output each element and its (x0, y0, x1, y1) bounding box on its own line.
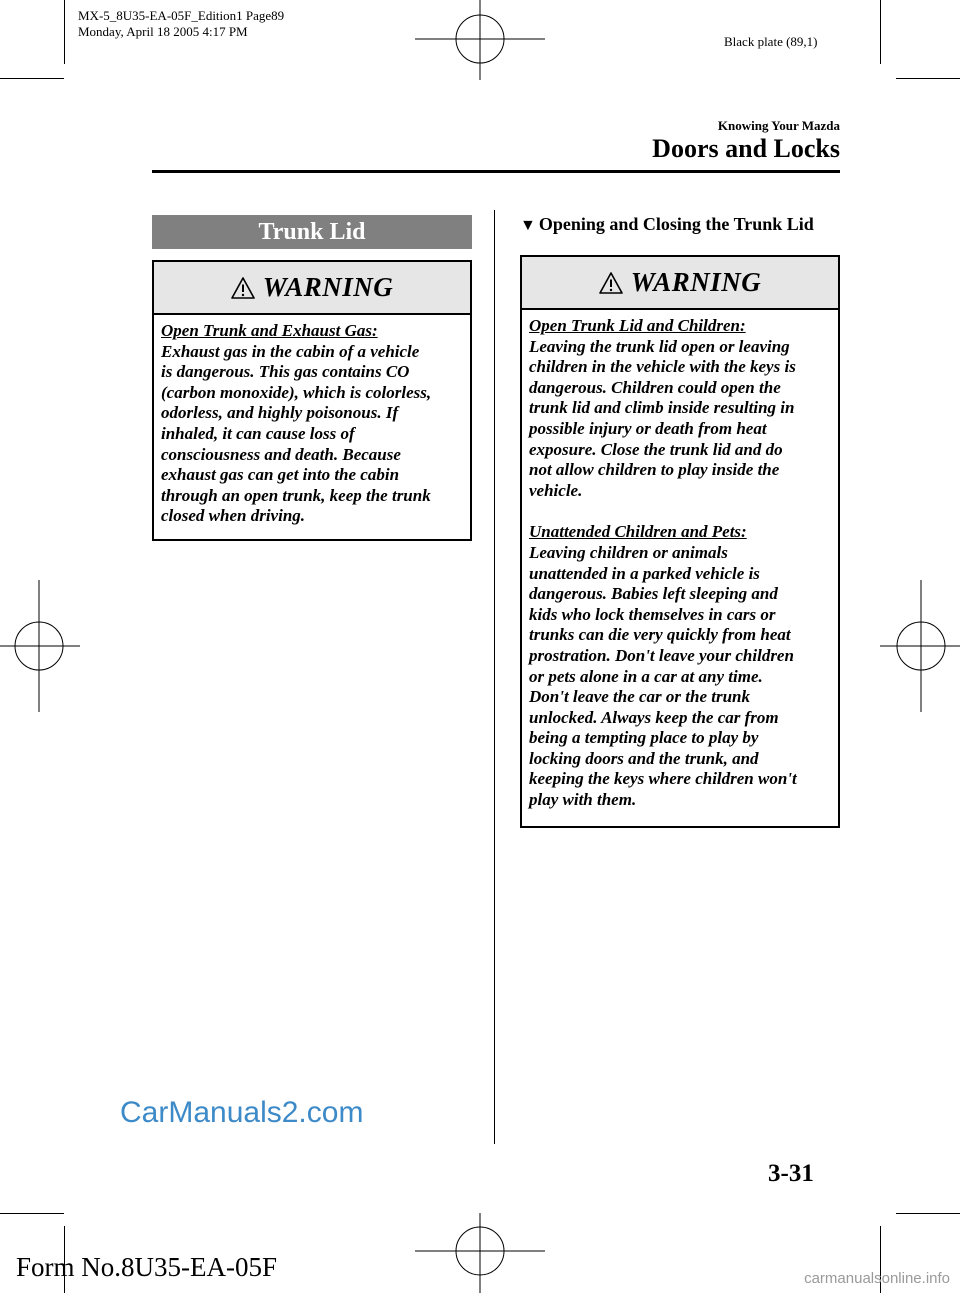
warning-line: Exhaust gas in the cabin of a vehicle (161, 341, 420, 361)
crop-mark (0, 1213, 64, 1214)
warning-line: inhaled, it can cause loss of (161, 423, 355, 443)
registration-mark-left (0, 580, 80, 712)
warning-line: play with them. (529, 790, 637, 810)
warning-label: WARNING (630, 267, 762, 297)
page-number: 3-31 (768, 1160, 814, 1187)
subsection-title: Opening and Closing the Trunk Lid (538, 214, 814, 234)
warning-line: Leaving the trunk lid open or leaving (529, 336, 790, 356)
warning-line: Don't leave the car or the trunk (529, 687, 751, 707)
warning-line: locking doors and the trunk, and (529, 748, 759, 768)
page-title: Doors and Locks (652, 134, 840, 163)
paragraph-gap (529, 501, 832, 522)
warning-body (154, 315, 470, 535)
warning-line: trunk lid and climb inside resulting in (529, 398, 795, 418)
crop-mark (880, 0, 881, 64)
crop-mark (0, 78, 64, 79)
warning-line: vehicle. (529, 480, 583, 500)
print-info-date: Monday, April 18 2005 4:17 PM (78, 24, 248, 39)
header-rule (152, 170, 840, 173)
warning-line: not allow children to play inside the (529, 460, 780, 480)
warning-body (522, 310, 838, 819)
warning-line: exposure. Close the trunk lid and do (529, 439, 783, 459)
registration-mark-right (880, 580, 960, 712)
form-number: Form No.8U35-EA-05F (16, 1252, 277, 1282)
warning-line: is dangerous. This gas contains CO (161, 362, 410, 382)
subsection-heading (520, 214, 814, 235)
crop-mark (896, 1213, 960, 1214)
section-heading: Trunk Lid (152, 215, 472, 249)
warning-header (522, 257, 838, 310)
warning-box-children (520, 255, 840, 828)
warning-triangle-icon (231, 277, 255, 299)
warning-label: WARNING (262, 272, 394, 302)
watermark-logo: CarManuals2.com (120, 1096, 364, 1129)
print-info-file: MX-5_8U35-EA-05F_Edition1 Page89 (78, 8, 285, 23)
registration-mark-bottom (415, 1213, 545, 1293)
warning-subheading: Open Trunk Lid and Children: (529, 316, 746, 335)
warning-line: through an open trunk, keep the trunk (161, 485, 431, 505)
column-divider (494, 210, 495, 1144)
warning-line: Leaving children or animals (529, 542, 728, 562)
registration-mark-top (415, 0, 545, 80)
warning-line: possible injury or death from heat (529, 418, 767, 438)
warning-line: unlocked. Always keep the car from (529, 707, 779, 727)
warning-box-exhaust (152, 260, 472, 541)
warning-line: children in the vehicle with the keys is (529, 357, 796, 377)
warning-line: (carbon monoxide), which is colorless, (161, 382, 432, 402)
triangle-marker-icon: ▼ (520, 217, 536, 234)
warning-subheading: Unattended Children and Pets: (529, 522, 747, 542)
warning-line: closed when driving. (161, 506, 306, 526)
warning-line: keeping the keys where children won't (529, 769, 797, 789)
warning-line: consciousness and death. Because (161, 444, 401, 464)
warning-line: dangerous. Babies left sleeping and (529, 584, 778, 604)
warning-line: exhaust gas can get into the cabin (161, 465, 400, 485)
crop-mark (64, 0, 65, 64)
footer-watermark: carmanualsonline.info (804, 1270, 950, 1287)
warning-line: unattended in a parked vehicle is (529, 563, 760, 583)
warning-line: prostration. Don't leave your children (529, 645, 794, 665)
warning-line: or pets alone in a car at any time. (529, 666, 763, 686)
crop-mark (896, 78, 960, 79)
warning-line: dangerous. Children could open the (529, 377, 781, 397)
print-info (78, 8, 284, 40)
plate-label: Black plate (89,1) (724, 34, 818, 49)
warning-line: being a tempting place to play by (529, 728, 759, 748)
warning-line: odorless, and highly poisonous. If (161, 403, 399, 423)
warning-header (154, 262, 470, 315)
warning-line: kids who lock themselves in cars or (529, 604, 776, 624)
warning-subheading: Open Trunk and Exhaust Gas: (161, 321, 378, 340)
warning-triangle-icon (599, 272, 623, 294)
chapter-label: Knowing Your Mazda (717, 118, 840, 133)
warning-line: trunks can die very quickly from heat (529, 625, 791, 645)
